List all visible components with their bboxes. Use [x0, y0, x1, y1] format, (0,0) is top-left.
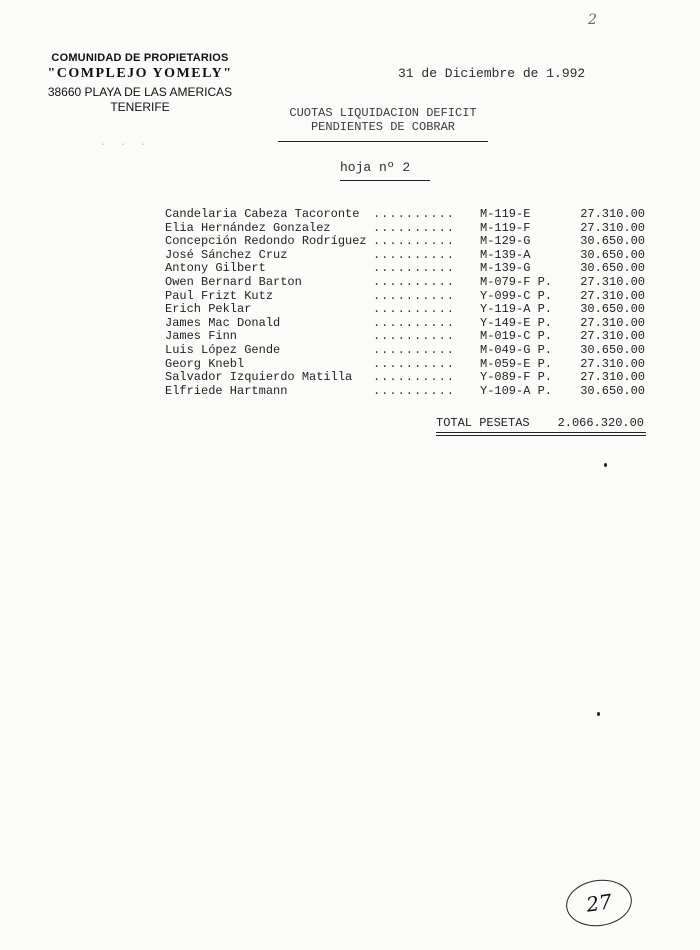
ledger-row — [165, 358, 655, 372]
unit-code: M-079-F P. — [480, 274, 553, 289]
amount-due: 27.310.00 — [580, 220, 645, 235]
leader-dots: .......... — [372, 288, 455, 303]
ledger-row — [165, 290, 655, 304]
unit-code: M-059-E P. — [480, 356, 553, 371]
amount-due: 30.650.00 — [580, 247, 645, 262]
ledger-row — [165, 222, 655, 236]
document-date: 31 de Diciembre de 1.992 — [398, 66, 586, 81]
letterhead-address: 38660 PLAYA DE LAS AMERICAS — [47, 85, 233, 99]
unit-code: Y-109-A P. — [480, 383, 553, 398]
sheet-underline — [340, 180, 430, 181]
amount-due: 27.310.00 — [580, 288, 645, 303]
owner-name: James Mac Donald — [165, 315, 281, 330]
corner-mark: 2 — [588, 12, 597, 28]
leader-dots: .......... — [372, 220, 455, 235]
ledger-row — [165, 249, 655, 263]
leader-dots: .......... — [372, 261, 455, 276]
unit-code: M-139-G — [480, 261, 531, 276]
ledger-row — [165, 371, 655, 385]
unit-code: M-139-A — [480, 247, 531, 262]
letterhead-complex-name: "COMPLEJO YOMELY" — [47, 66, 233, 81]
leader-dots: .......... — [372, 302, 455, 317]
ledger-table — [165, 208, 655, 398]
page-number-circle: 27 — [563, 876, 635, 931]
owner-name: Concepción Redondo Rodríguez — [165, 234, 367, 249]
owner-name: Candelaria Cabeza Tacoronte — [165, 207, 360, 221]
total-double-underline — [436, 435, 646, 436]
owner-name: José Sánchez Cruz — [165, 247, 288, 262]
leader-dots: .......... — [372, 234, 455, 249]
unit-code: M-119-E — [480, 207, 531, 221]
owner-name: Elia Hernández Gonzalez — [165, 220, 331, 235]
ink-speck — [597, 712, 600, 716]
ledger-row — [165, 317, 655, 331]
leader-dots: .......... — [372, 329, 455, 344]
ledger-row — [165, 330, 655, 344]
leader-dots: .......... — [372, 342, 455, 357]
owner-name: James Finn — [165, 329, 238, 344]
sheet-number: hoja nº 2 — [340, 160, 411, 175]
unit-code: Y-149-E P. — [480, 315, 553, 330]
ledger-row — [165, 276, 655, 290]
total-amount: 2.066.320.00 — [557, 416, 644, 430]
letterhead-island: TENERIFE — [110, 100, 170, 114]
leader-dots: .......... — [372, 247, 455, 262]
amount-due: 27.310.00 — [580, 356, 645, 371]
amount-due: 27.310.00 — [580, 329, 645, 344]
letterhead — [40, 52, 240, 114]
amount-due: 27.310.00 — [580, 207, 645, 221]
amount-due: 30.650.00 — [580, 302, 645, 317]
ledger-row — [165, 262, 655, 276]
amount-due: 27.310.00 — [580, 274, 645, 289]
owner-name: Antony Gilbert — [165, 261, 266, 276]
owner-name: Paul Frizt Kutz — [165, 288, 274, 303]
heading-line-2: PENDIENTES DE COBRAR — [310, 120, 456, 134]
ledger-row — [165, 208, 655, 222]
ledger-row — [165, 235, 655, 249]
amount-due: 30.650.00 — [580, 383, 645, 398]
document-heading — [278, 106, 488, 134]
letterhead-community: COMUNIDAD DE PROPIETARIOS — [51, 52, 229, 64]
leader-dots: .......... — [372, 315, 455, 330]
unit-code: Y-089-F P. — [480, 370, 553, 385]
amount-due: 30.650.00 — [580, 234, 645, 249]
owner-name: Salvador Izquierdo Matilla — [165, 370, 353, 385]
amount-due: 30.650.00 — [580, 261, 645, 276]
faint-smudge: · · · — [100, 140, 151, 151]
unit-code: M-129-G — [480, 234, 531, 249]
amount-due: 27.310.00 — [580, 315, 645, 330]
leader-dots: .......... — [372, 207, 455, 221]
owner-name: Elfriede Hartmann — [165, 383, 288, 398]
ledger-row — [165, 385, 655, 399]
leader-dots: .......... — [372, 383, 455, 398]
total-label: TOTAL PESETAS — [436, 416, 530, 430]
ledger-row — [165, 303, 655, 317]
heading-line-1: CUOTAS LIQUIDACION DEFICIT — [289, 106, 477, 120]
leader-dots: .......... — [372, 370, 455, 385]
unit-code: Y-119-A P. — [480, 302, 553, 317]
total-underline — [436, 432, 646, 433]
unit-code: M-049-G P. — [480, 342, 553, 357]
amount-due: 27.310.00 — [580, 370, 645, 385]
owner-name: Owen Bernard Barton — [165, 274, 302, 289]
ledger-row — [165, 344, 655, 358]
unit-code: Y-099-C P. — [480, 288, 553, 303]
leader-dots: .......... — [372, 274, 455, 289]
owner-name: Georg Knebl — [165, 356, 245, 371]
owner-name: Luis López Gende — [165, 342, 281, 357]
heading-underline — [278, 141, 488, 142]
unit-code: M-019-C P. — [480, 329, 553, 344]
unit-code: M-119-F — [480, 220, 531, 235]
owner-name: Erich Peklar — [165, 302, 252, 317]
amount-due: 30.650.00 — [580, 342, 645, 357]
leader-dots: .......... — [372, 356, 455, 371]
ink-speck — [604, 463, 607, 467]
